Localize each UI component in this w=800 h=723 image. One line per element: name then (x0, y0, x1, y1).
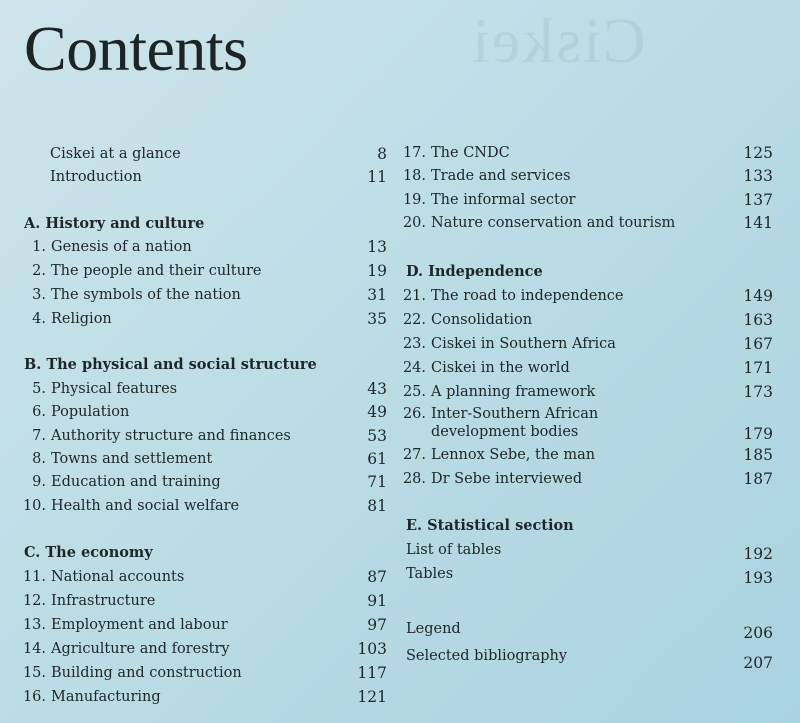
toc-page: 13 (367, 238, 387, 256)
toc-entry-20[interactable] (390, 212, 773, 234)
toc-label: List of tables (406, 542, 502, 558)
toc-label: Tables (406, 566, 454, 582)
toc-entry-9[interactable] (10, 471, 387, 493)
toc-label: Education and training (51, 474, 221, 490)
toc-page: 193 (743, 569, 773, 587)
toc-label: Selected bibliography (406, 648, 568, 664)
toc-entry-26[interactable] (390, 405, 773, 445)
toc-page: 207 (743, 654, 773, 672)
toc-label: Inter-Southern African development bodies (431, 406, 599, 440)
toc-page: 91 (367, 592, 387, 610)
toc-page: 206 (743, 624, 773, 642)
toc-page: 149 (743, 287, 773, 305)
toc-label: Employment and labour (51, 617, 228, 633)
toc-label: Lennox Sebe, the man (431, 447, 596, 463)
toc-number: 1. (32, 239, 46, 255)
toc-label: The people and their culture (51, 263, 262, 279)
toc-entry-5[interactable] (10, 378, 387, 400)
toc-number: 24. (402, 360, 426, 376)
toc-label: National accounts (51, 569, 185, 585)
toc-entry-24[interactable] (390, 357, 773, 379)
toc-entry-27[interactable] (390, 444, 773, 466)
toc-page: 61 (367, 450, 387, 468)
toc-page: 185 (743, 446, 773, 464)
toc-number: 21. (402, 288, 426, 304)
toc-entry-22[interactable] (390, 309, 773, 331)
toc-label: A planning framework (431, 384, 596, 400)
toc-number: 3. (32, 287, 46, 303)
toc-entry-introduction[interactable] (50, 166, 387, 188)
toc-entry-2[interactable] (10, 260, 387, 282)
toc-label: Ciskei in the world (431, 360, 570, 376)
toc-label: Religion (51, 311, 112, 327)
toc-label: Towns and settlement (51, 451, 213, 467)
toc-entry-10[interactable] (10, 495, 387, 517)
toc-label: Consolidation (431, 312, 533, 328)
toc-number: 6. (32, 404, 46, 420)
toc-label: Legend (406, 621, 461, 637)
toc-entry-16[interactable] (10, 686, 387, 708)
toc-number: 18. (402, 168, 426, 184)
toc-number: 12. (22, 593, 46, 609)
toc-entry-ciskei-at-a-glance[interactable] (50, 143, 387, 165)
toc-entry-28[interactable] (390, 468, 773, 490)
toc-entry-21[interactable] (390, 285, 773, 307)
toc-label: The road to independence (431, 288, 624, 304)
toc-number: 8. (32, 451, 46, 467)
toc-entry-6[interactable] (10, 401, 387, 423)
toc-page: 43 (367, 380, 387, 398)
toc-number: 16. (22, 689, 46, 705)
toc-number: 13. (22, 617, 46, 633)
toc-number: 20. (402, 215, 426, 231)
toc-page: 31 (367, 286, 387, 304)
toc-entry-tables[interactable] (406, 563, 773, 585)
toc-page: 163 (743, 311, 773, 329)
toc-entry-19[interactable] (390, 189, 773, 211)
toc-label: Ciskei at a glance (50, 146, 181, 162)
toc-page: 125 (743, 144, 773, 162)
toc-label: Introduction (50, 169, 142, 185)
toc-page: 167 (743, 335, 773, 353)
toc-page: 19 (367, 262, 387, 280)
toc-page: 133 (743, 167, 773, 185)
toc-page: 171 (743, 359, 773, 377)
toc-entry-list-of-tables[interactable] (406, 539, 773, 561)
toc-number: 5. (32, 381, 46, 397)
toc-page: 192 (743, 545, 773, 563)
toc-entry-11[interactable] (10, 566, 387, 588)
toc-page: 103 (357, 640, 387, 658)
section-heading-b: B. The physical and social structure (24, 356, 317, 373)
toc-label: Population (51, 404, 130, 420)
toc-number: 2. (32, 263, 46, 279)
toc-number: 19. (402, 192, 426, 208)
toc-label: The informal sector (431, 192, 576, 208)
toc-number: 15. (22, 665, 46, 681)
toc-entry-7[interactable] (10, 425, 387, 447)
toc-number: 27. (402, 447, 426, 463)
toc-entry-8[interactable] (10, 448, 387, 470)
toc-entry-4[interactable] (10, 308, 387, 330)
toc-number: 25. (402, 384, 426, 400)
toc-label: Building and construction (51, 665, 242, 681)
section-heading-c: C. The economy (24, 544, 153, 561)
toc-page: 187 (743, 470, 773, 488)
toc-page: 53 (367, 427, 387, 445)
toc-number: 4. (32, 311, 46, 327)
toc-page: 141 (743, 214, 773, 232)
toc-page: 81 (367, 497, 387, 515)
toc-label: Dr Sebe interviewed (431, 471, 583, 487)
toc-page: 121 (357, 688, 387, 706)
toc-page: 49 (367, 403, 387, 421)
section-heading-e: E. Statistical section (406, 517, 574, 534)
toc-page: 71 (367, 473, 387, 491)
section-heading-d: D. Independence (406, 263, 543, 280)
toc-number: 9. (32, 474, 46, 490)
toc-entry-17[interactable] (390, 142, 773, 164)
toc-page: 117 (357, 664, 387, 682)
toc-label: Health and social welfare (51, 498, 240, 514)
page-title: Contents (24, 13, 248, 84)
toc-page: 87 (367, 568, 387, 586)
toc-entry-23[interactable] (390, 333, 773, 355)
toc-page: 11 (367, 168, 387, 186)
toc-number: 28. (402, 471, 426, 487)
show-through-text: Ciskei (470, 5, 646, 76)
toc-label: The symbols of the nation (51, 287, 241, 303)
toc-number: 17. (402, 145, 426, 161)
toc-label: Manufacturing (51, 689, 161, 705)
toc-entry-25[interactable] (390, 381, 773, 403)
toc-entry-legend[interactable] (406, 618, 773, 640)
toc-entry-18[interactable] (390, 165, 773, 187)
toc-entry-12[interactable] (10, 590, 387, 612)
toc-page: 137 (743, 191, 773, 209)
toc-page: 179 (743, 425, 773, 443)
toc-label: Trade and services (431, 168, 571, 184)
section-heading-a: A. History and culture (24, 215, 205, 232)
toc-page: 35 (367, 310, 387, 328)
toc-page: 173 (743, 383, 773, 401)
toc-entry-13[interactable] (10, 614, 387, 636)
toc-entry-3[interactable] (10, 284, 387, 306)
toc-label: Agriculture and forestry (51, 641, 230, 657)
toc-label: Physical features (51, 381, 178, 397)
toc-number: 26. (402, 406, 426, 422)
toc-label: Nature conservation and tourism (431, 215, 676, 231)
toc-label: Authority structure and finances (51, 428, 291, 444)
toc-number: 7. (32, 428, 46, 444)
toc-entry-14[interactable] (10, 638, 387, 660)
toc-number: 23. (402, 336, 426, 352)
toc-number: 10. (22, 498, 46, 514)
toc-label: Infrastructure (51, 593, 156, 609)
toc-number: 14. (22, 641, 46, 657)
toc-number: 11. (22, 569, 46, 585)
toc-entry-selected-bibliography[interactable] (406, 645, 773, 672)
toc-label: Genesis of a nation (51, 239, 192, 255)
toc-number: 22. (402, 312, 426, 328)
toc-entry-1[interactable] (10, 236, 387, 258)
toc-page: 8 (377, 145, 387, 163)
toc-label: Ciskei in Southern Africa (431, 336, 616, 352)
toc-page: 97 (367, 616, 387, 634)
toc-entry-15[interactable] (10, 662, 387, 684)
toc-label: The CNDC (431, 145, 510, 161)
